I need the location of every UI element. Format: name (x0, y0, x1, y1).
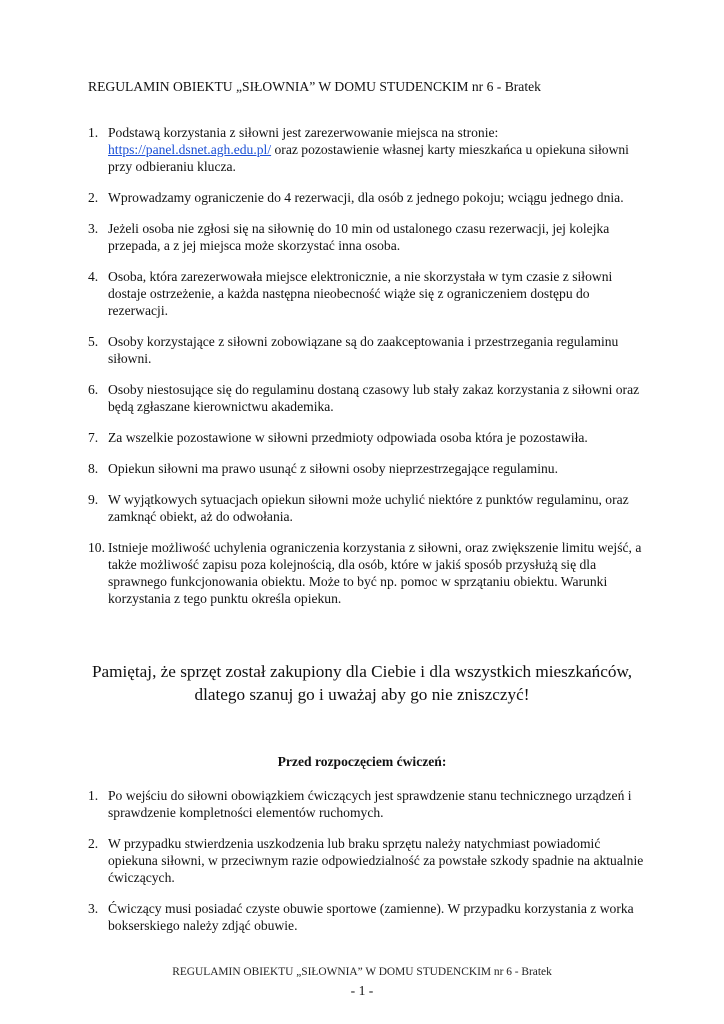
pre-exercise-item (88, 787, 648, 821)
rule-item (88, 429, 648, 446)
reservation-link[interactable]: https://panel.dsnet.agh.edu.pl/ (108, 142, 272, 157)
reminder-note (70, 660, 654, 706)
rule-item (88, 539, 648, 607)
item-text: Po wejściu do siłowni obowiązkiem ćwiczących jest sprawdzenie stanu technicznego urządzeń i sprawdzenie kompletności elementów ruchomych. (108, 788, 632, 820)
rule-number: 4. (88, 269, 99, 284)
rule-number: 5. (88, 334, 99, 349)
rule-item (88, 333, 648, 367)
rule-text: Osoba, która zarezerwowała miejsce elektronicznie, a nie skorzystała w tym czasie z siłowni dostaje ostrzeżenie, a każda następna nieobecność wiąże się z ograniczeniem dostępu do rezerwacji. (108, 269, 613, 318)
rule-item (88, 124, 648, 175)
rule-number: 8. (88, 461, 99, 476)
rule-item (88, 460, 648, 477)
rule-text: Jeżeli osoba nie zgłosi się na siłownię do 10 min od ustalonego czasu rezerwacji, jej kolejka przepada, a z jej miejsca może skorzystać inna osoba. (108, 221, 610, 253)
pre-exercise-list (88, 787, 648, 948)
reminder-line: dlatego szanuj go i uważaj aby go nie zniszczyć! (194, 685, 530, 704)
rule-text: W wyjątkowych sytuacjach opiekun siłowni może uchylić niektóre z punktów regulaminu, oraz zamknąć obiekt, aż do odwołania. (108, 492, 629, 524)
pre-exercise-item (88, 900, 648, 934)
pre-exercise-item (88, 835, 648, 886)
item-text: Ćwiczący musi posiadać czyste obuwie sportowe (zamienne). W przypadku korzystania z worka bokserskiego należy zdjąć obuwie. (108, 901, 634, 933)
section-title: Przed rozpoczęciem ćwiczeń: (277, 754, 447, 769)
rule-text: Wprowadzamy ograniczenie do 4 rezerwacji, dla osób z jednego pokoju; wciągu jednego dnia. (108, 190, 624, 205)
rule-text (108, 124, 648, 175)
document-title: REGULAMIN OBIEKTU „SIŁOWNIA” W DOMU STUDENCKIM nr 6 - Bratek (88, 79, 541, 94)
rule-item (88, 491, 648, 525)
rule-number: 3. (88, 221, 99, 236)
rule-number: 10. (88, 540, 105, 555)
rule-number: 9. (88, 492, 99, 507)
rule-text: Za wszelkie pozostawione w siłowni przedmioty odpowiada osoba która je pozostawiła. (108, 430, 588, 445)
page-number: - 1 - (350, 983, 374, 998)
rule-text: Opiekun siłowni ma prawo usunąć z siłowni osoby nieprzestrzegające regulaminu. (108, 461, 558, 476)
rule-number: 7. (88, 430, 99, 445)
item-text: W przypadku stwierdzenia uszkodzenia lub braku sprzętu należy natychmiast powiadomić opiekuna siłowni, w przeciwnym razie odpowiedzialność za powstałe szkody spadnie na aktualnie ćwiczących. (108, 836, 644, 885)
rule-number: 1. (88, 125, 99, 140)
rule-item (88, 381, 648, 415)
rule-item (88, 268, 648, 319)
rule-number: 6. (88, 382, 99, 397)
item-number: 1. (88, 788, 99, 803)
rule-text: Istnieje możliwość uchylenia ograniczenia korzystania z siłowni, oraz zwiększenie limitu wejść, a także możliwość zapisu poza kolejnością, dla osób, które w jakiś sposób przysłużą się dla sprawnego funkcjonowania obiektu. Może to być np. pomoc w sprzątaniu obiektu. Warunki korzystania z tego punktu określa opiekun. (108, 540, 642, 606)
rule-text: Osoby niestosujące się do regulaminu dostaną czasowy lub stały zakaz korzystania z siłowni oraz będą zgłaszane kierownictwu akademika. (108, 382, 640, 414)
rule-text-before: Podstawą korzystania z siłowni jest zarezerwowanie miejsca na stronie: (108, 125, 499, 140)
rule-item (88, 189, 648, 206)
rule-number: 2. (88, 190, 99, 205)
rules-list (88, 124, 648, 621)
page-footer: REGULAMIN OBIEKTU „SIŁOWNIA” W DOMU STUDENCKIM nr 6 - Bratek (172, 966, 552, 978)
rule-text: Osoby korzystające z siłowni zobowiązane są do zaakceptowania i przestrzegania regulaminu siłowni. (108, 334, 619, 366)
rule-text-after: oraz pozostawienie własnej karty mieszkańca u opiekuna siłowni przy odbieraniu klucza. (108, 142, 629, 174)
reminder-line: Pamiętaj, że sprzęt został zakupiony dla Ciebie i dla wszystkich mieszkańców, (91, 662, 633, 681)
rule-item (88, 220, 648, 254)
item-number: 2. (88, 836, 99, 851)
item-number: 3. (88, 901, 99, 916)
